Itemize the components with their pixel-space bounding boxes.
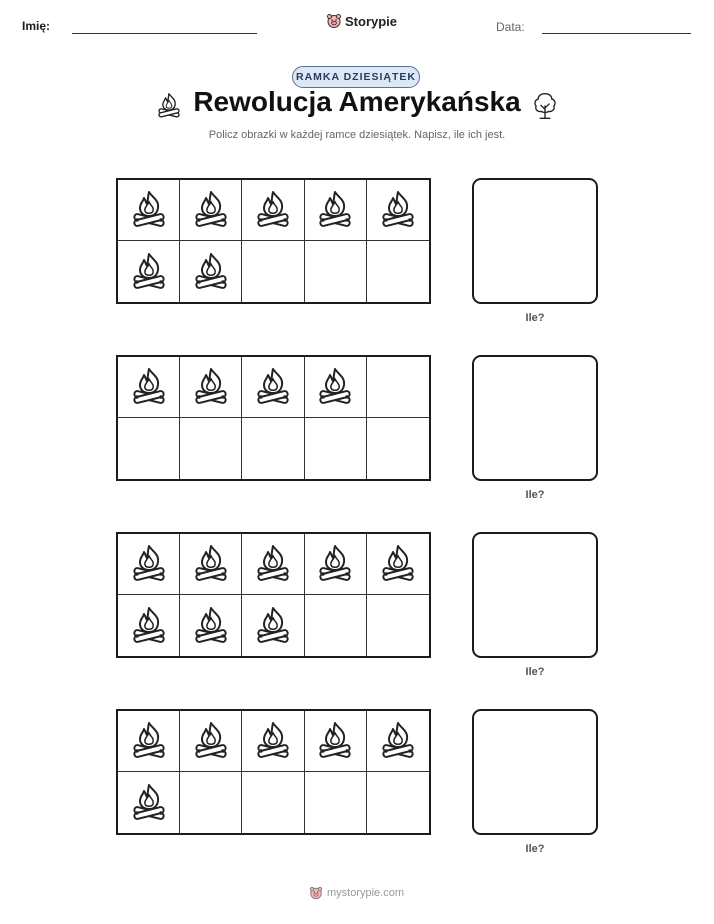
- campfire-icon: [315, 719, 355, 763]
- campfire-icon: [129, 365, 169, 409]
- footer: [309, 886, 404, 900]
- frame-cell: [242, 180, 304, 241]
- campfire-icon: [253, 542, 293, 586]
- frame-cell: [367, 418, 429, 479]
- campfire-icon: [315, 542, 355, 586]
- campfire-icon: [129, 719, 169, 763]
- campfire-icon: [253, 365, 293, 409]
- frame-cell: [367, 772, 429, 833]
- frame-cell: [118, 711, 180, 772]
- frame-cell: [305, 418, 367, 479]
- name-line[interactable]: [72, 33, 257, 34]
- campfire-icon: [191, 719, 231, 763]
- campfire-icon: [129, 542, 169, 586]
- worksheet-type-badge: RAMKA DZIESIĄTEK: [292, 66, 420, 88]
- campfire-icon: [129, 250, 169, 294]
- name-label: Imię:: [22, 19, 51, 33]
- campfire-icon: [315, 365, 355, 409]
- campfire-icon: [191, 250, 231, 294]
- campfire-icon: [191, 542, 231, 586]
- answer-label: Ile?: [525, 489, 545, 501]
- answer-label: Ile?: [525, 666, 545, 678]
- frame-cell: [242, 595, 304, 656]
- frame-cell: [180, 241, 242, 302]
- campfire-icon: [253, 719, 293, 763]
- frame-cell: [180, 711, 242, 772]
- pig-mascot-icon: [309, 886, 323, 900]
- campfire-icon: [253, 188, 293, 232]
- ten-frame: [116, 355, 431, 481]
- frame-cell: [367, 534, 429, 595]
- tree-icon: [531, 91, 559, 121]
- frame-cell: [305, 595, 367, 656]
- frame-cell: [118, 772, 180, 833]
- frame-cell: [367, 180, 429, 241]
- frame-cell: [305, 772, 367, 833]
- frame-cell: [242, 357, 304, 418]
- campfire-icon: [129, 604, 169, 648]
- answer-box[interactable]: [472, 355, 598, 481]
- answer-box[interactable]: [472, 178, 598, 304]
- answer-box[interactable]: [472, 709, 598, 835]
- campfire-icon: [378, 188, 418, 232]
- campfire-icon: [191, 365, 231, 409]
- frame-cell: [305, 180, 367, 241]
- frame-cell: [367, 711, 429, 772]
- footer-url: mystorypie.com: [327, 887, 405, 899]
- ten-frame: [116, 178, 431, 304]
- campfire-icon: [129, 781, 169, 825]
- frame-cell: [242, 711, 304, 772]
- campfire-icon: [378, 542, 418, 586]
- campfire-icon: [129, 188, 169, 232]
- frame-cell: [180, 534, 242, 595]
- frame-cell: [180, 595, 242, 656]
- answer-label: Ile?: [525, 843, 545, 855]
- frame-cell: [180, 357, 242, 418]
- campfire-icon: [191, 188, 231, 232]
- frame-cell: [242, 241, 304, 302]
- frame-cell: [180, 180, 242, 241]
- frame-cell: [180, 772, 242, 833]
- date-label: Data:: [496, 20, 525, 34]
- frame-cell: [305, 711, 367, 772]
- frame-cell: [305, 357, 367, 418]
- frame-cell: [118, 418, 180, 479]
- date-line[interactable]: [542, 33, 691, 34]
- campfire-icon: [191, 604, 231, 648]
- frame-cell: [118, 357, 180, 418]
- page-title: Rewolucja Amerykańska: [193, 86, 521, 117]
- ten-frame: [116, 709, 431, 835]
- answer-label: Ile?: [525, 312, 545, 324]
- frame-cell: [118, 180, 180, 241]
- campfire-icon: [315, 188, 355, 232]
- frame-cell: [367, 595, 429, 656]
- frame-cell: [242, 772, 304, 833]
- frame-cell: [118, 595, 180, 656]
- answer-box[interactable]: [472, 532, 598, 658]
- instructions: Policz obrazki w każdej ramce dziesiątek. Napisz, ile ich jest.: [208, 129, 506, 141]
- frame-cell: [180, 418, 242, 479]
- frame-cell: [118, 241, 180, 302]
- frame-cell: [367, 357, 429, 418]
- frame-cell: [367, 241, 429, 302]
- pig-mascot-icon: [326, 13, 342, 29]
- frame-cell: [242, 534, 304, 595]
- campfire-icon: [253, 604, 293, 648]
- frame-cell: [305, 534, 367, 595]
- campfire-icon: [378, 719, 418, 763]
- brand-name: Storypie: [345, 13, 398, 29]
- ten-frame: [116, 532, 431, 658]
- brand-logo: [326, 13, 397, 29]
- frame-cell: [242, 418, 304, 479]
- frame-cell: [305, 241, 367, 302]
- frame-cell: [118, 534, 180, 595]
